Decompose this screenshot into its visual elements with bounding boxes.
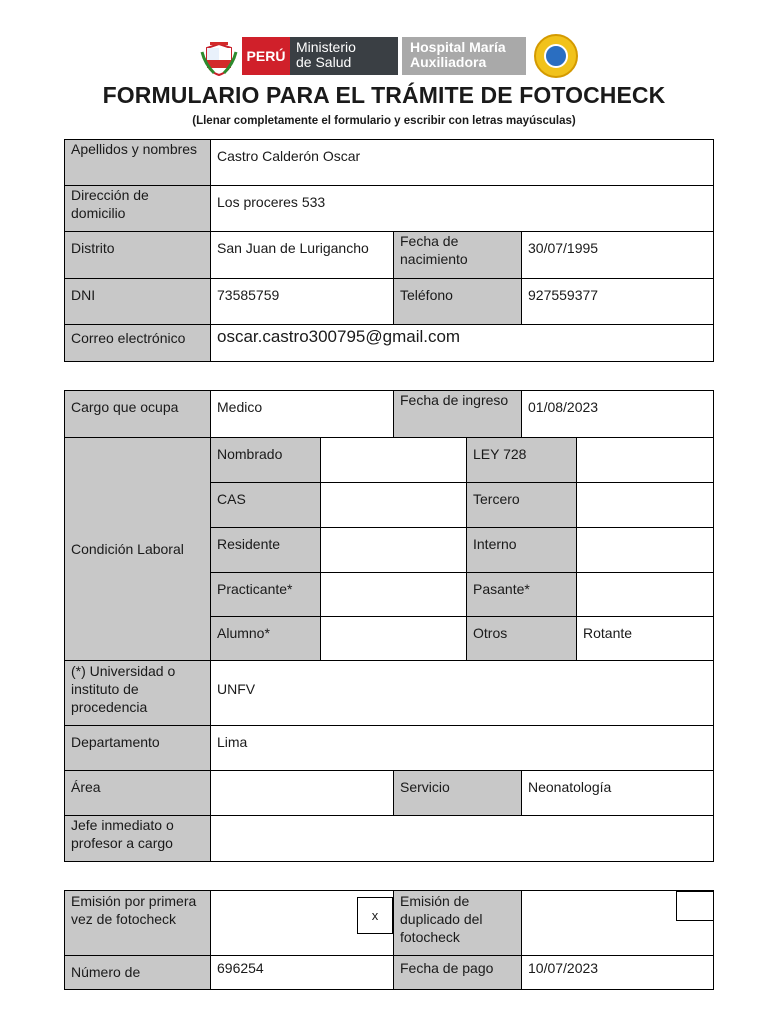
condition-practicante-label: Practicante*	[210, 572, 321, 617]
number-label: Número de	[64, 955, 211, 990]
peru-coat-of-arms-icon	[200, 40, 238, 78]
condition-alumno-field[interactable]	[320, 616, 467, 661]
condition-otros-label: Otros	[466, 616, 577, 661]
position-label: Cargo que ocupa	[64, 390, 211, 438]
address-field[interactable]: Los proceres 533	[210, 185, 714, 232]
surnames-field[interactable]: Castro Calderón Oscar	[210, 139, 714, 186]
work-condition-label: Condición Laboral	[64, 437, 211, 661]
email-label: Correo electrónico	[64, 324, 211, 362]
condition-ley728-label: LEY 728	[466, 437, 577, 483]
condition-pasante-field[interactable]	[576, 572, 714, 617]
address-label: Dirección de domicilio	[64, 185, 211, 232]
surnames-label: Apellidos y nombres	[64, 139, 211, 186]
payment-date-field[interactable]: 10/07/2023	[521, 955, 714, 990]
university-label: (*) Universidad o instituto de procedencia	[64, 660, 211, 726]
phone-field[interactable]: 927559377	[521, 278, 714, 325]
district-label: Distrito	[64, 231, 211, 279]
department-field[interactable]: Lima	[210, 725, 714, 771]
supervisor-label: Jefe inmediato o profesor a cargo	[64, 815, 211, 862]
condition-cas-field[interactable]	[320, 482, 467, 528]
hospital-seal-icon	[534, 34, 578, 78]
birth-date-field[interactable]: 30/07/1995	[521, 231, 714, 279]
page-title: FORMULARIO PARA EL TRÁMITE DE FOTOCHECK	[102, 82, 666, 108]
hospital-line-1: Hospital María	[410, 39, 506, 55]
supervisor-field[interactable]	[210, 815, 714, 862]
form-instructions: (Llenar completamente el formulario y escribir con letras mayúsculas)	[192, 115, 576, 127]
peru-logo: PERÚ	[242, 37, 290, 75]
area-field[interactable]	[210, 770, 394, 816]
condition-nombrado-field[interactable]	[320, 437, 467, 483]
condition-practicante-field[interactable]	[320, 572, 467, 617]
first-issue-checkbox[interactable]: x	[357, 897, 393, 934]
header-logos	[200, 34, 590, 80]
hospital-logo	[402, 37, 526, 75]
condition-alumno-label: Alumno*	[210, 616, 321, 661]
condition-ley728-field[interactable]	[576, 437, 714, 483]
condition-nombrado-label: Nombrado	[210, 437, 321, 483]
phone-label: Teléfono	[393, 278, 522, 325]
condition-residente-field[interactable]	[320, 527, 467, 573]
position-field[interactable]: Medico	[210, 390, 394, 438]
condition-tercero-field[interactable]	[576, 482, 714, 528]
condition-pasante-label: Pasante*	[466, 572, 577, 617]
area-label: Área	[64, 770, 211, 816]
university-field[interactable]: UNFV	[210, 660, 714, 726]
condition-interno-label: Interno	[466, 527, 577, 573]
condition-cas-label: CAS	[210, 482, 321, 528]
ministry-logo	[290, 37, 398, 75]
condition-residente-label: Residente	[210, 527, 321, 573]
first-issue-label: Emisión por primera vez de fotocheck	[64, 890, 211, 956]
condition-interno-field[interactable]	[576, 527, 714, 573]
duplicate-issue-label: Emisión de duplicado del fotocheck	[393, 890, 522, 956]
dni-field[interactable]: 73585759	[210, 278, 394, 325]
payment-date-label: Fecha de pago	[393, 955, 522, 990]
dni-label: DNI	[64, 278, 211, 325]
entry-date-field[interactable]: 01/08/2023	[521, 390, 714, 438]
department-label: Departamento	[64, 725, 211, 771]
birth-date-label: Fecha de nacimiento	[393, 231, 522, 279]
hospital-line-2: Auxiliadora	[410, 54, 487, 70]
condition-otros-field[interactable]: Rotante	[576, 616, 714, 661]
service-field[interactable]: Neonatología	[521, 770, 714, 816]
district-field[interactable]: San Juan de Lurigancho	[210, 231, 394, 279]
duplicate-issue-checkbox[interactable]	[676, 891, 714, 921]
email-field[interactable]: oscar.castro300795@gmail.com	[210, 324, 714, 362]
ministry-line-1: Ministerio	[296, 39, 356, 55]
number-field[interactable]: 696254	[210, 955, 394, 990]
entry-date-label: Fecha de ingreso	[393, 390, 522, 438]
service-label: Servicio	[393, 770, 522, 816]
ministry-line-2: de Salud	[296, 54, 352, 70]
condition-tercero-label: Tercero	[466, 482, 577, 528]
